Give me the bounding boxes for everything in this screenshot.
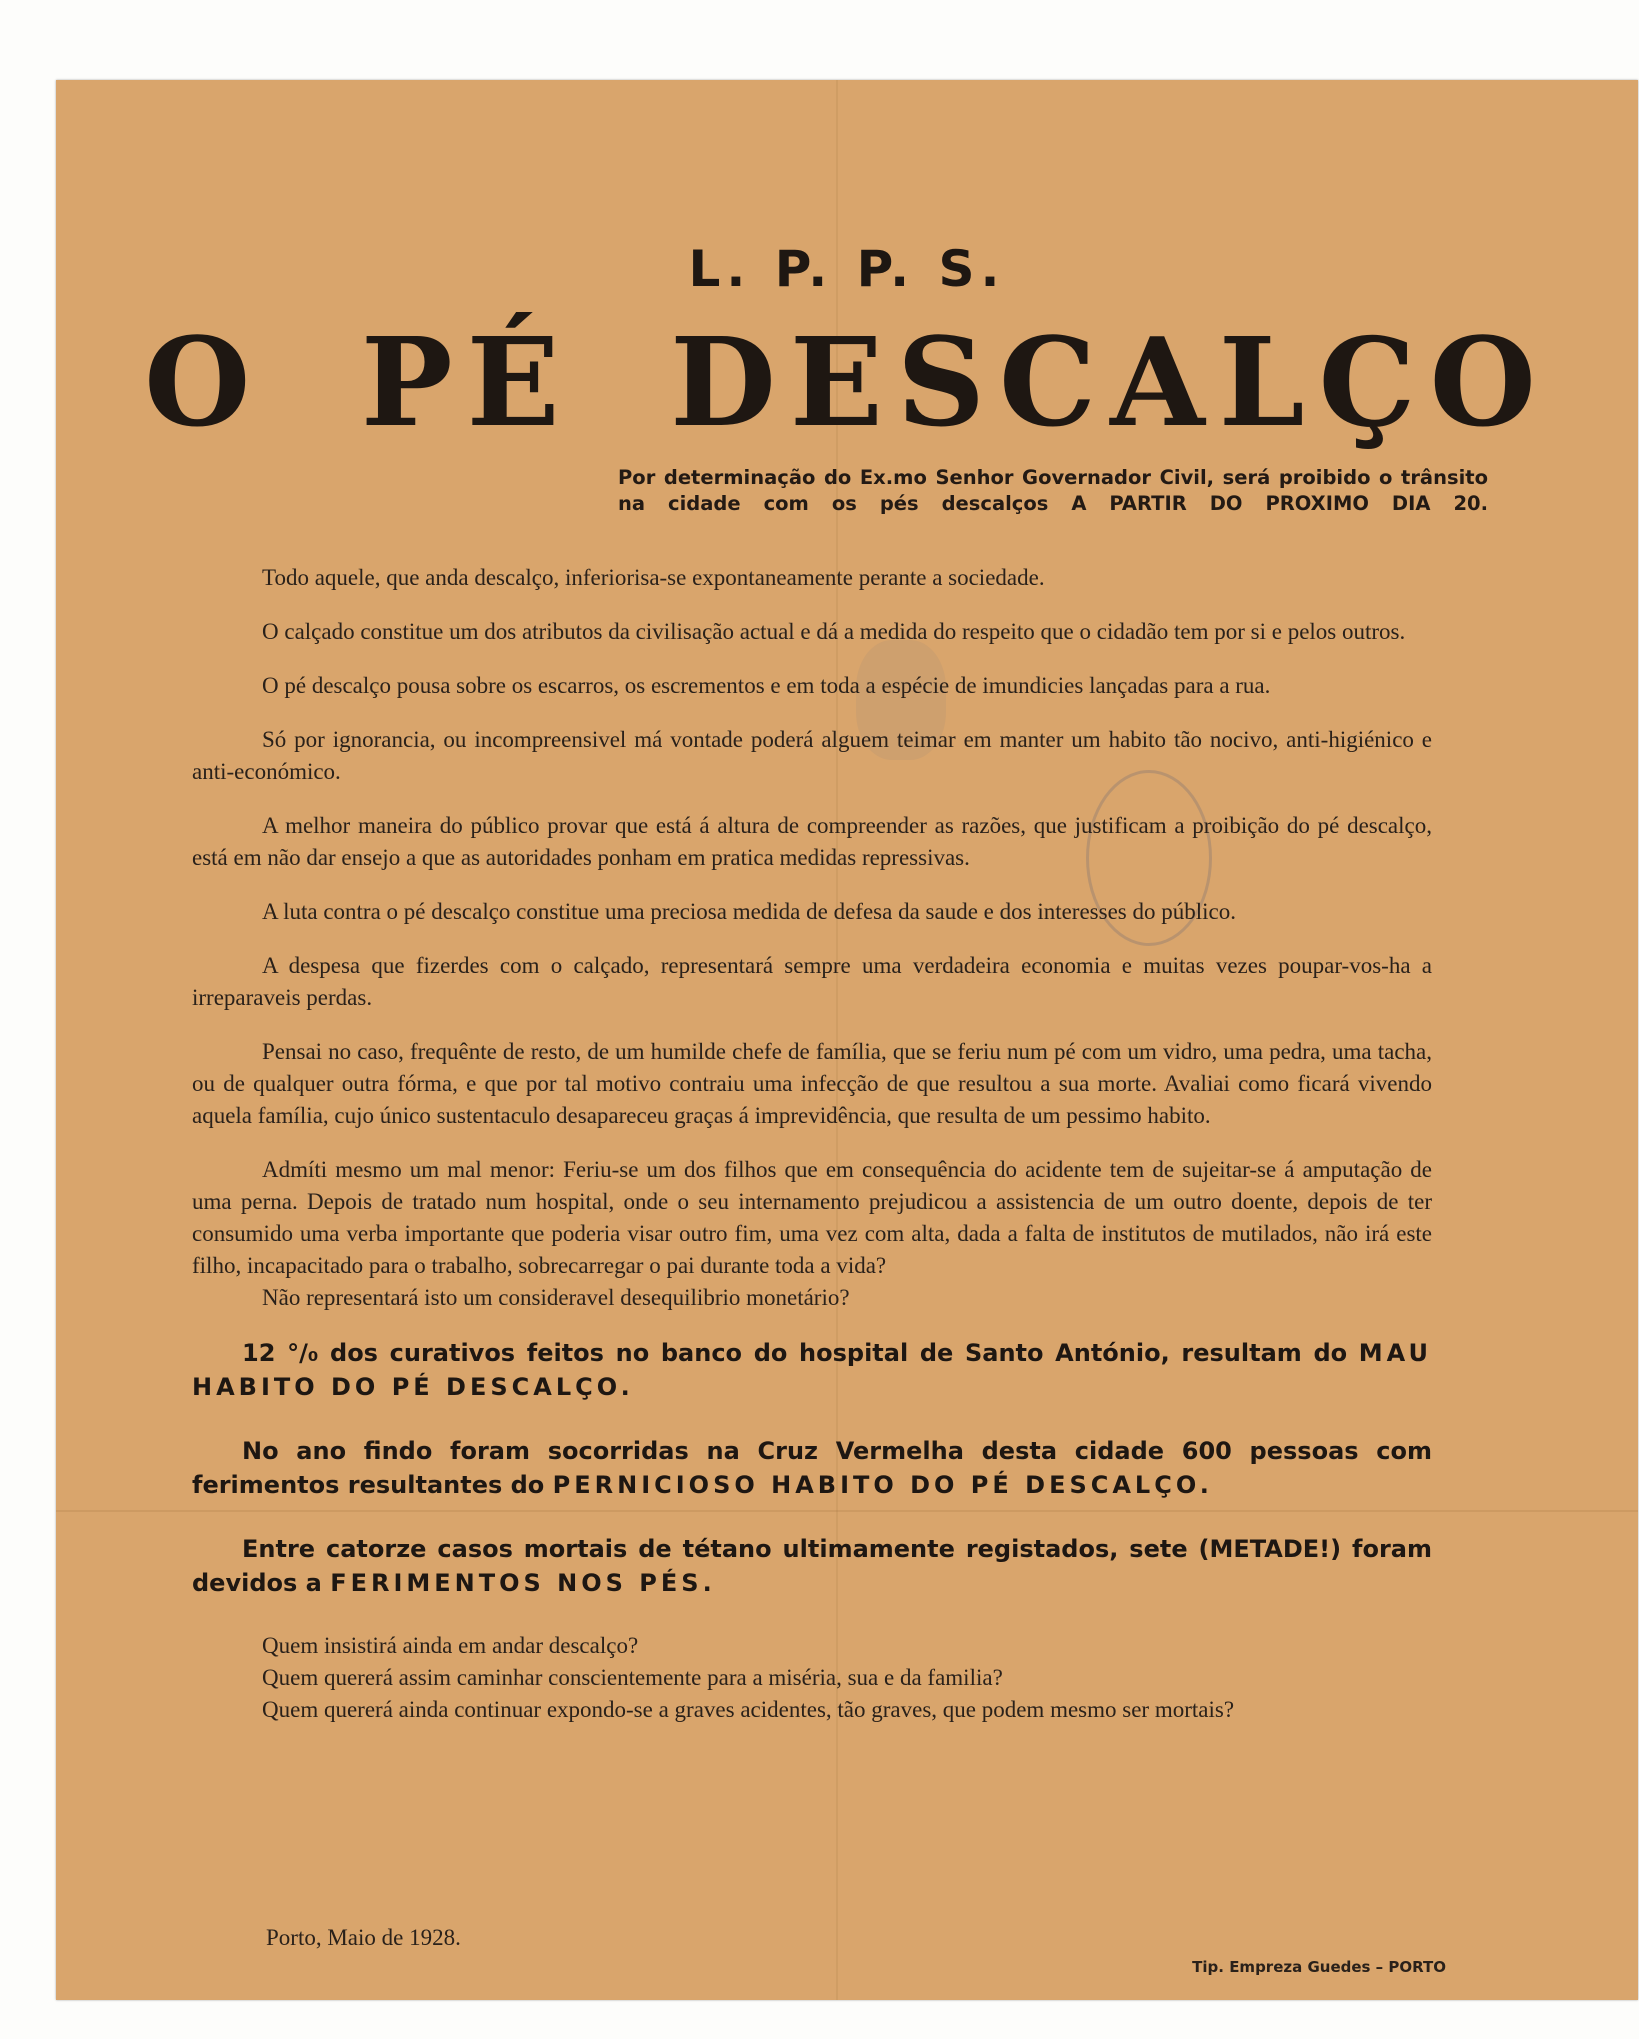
- statistic-tetanus: [192, 1532, 1432, 1600]
- paragraph: Só por ignorancia, ou incompreensivel má vontade poderá alguem teimar em manter um habito tão nocivo, anti-higiénico e anti-económico.: [192, 727, 1432, 784]
- statistic-emphasis: MAU HABITO DO PÉ DESCALÇO.: [192, 1339, 1432, 1401]
- paragraph: Todo aquele, que anda descalço, inferiorisa-se expontaneamente perante a sociedade.: [262, 565, 1045, 590]
- question-line: Quem quererá assim caminhar conscientemente para a miséria, sua e da familia?: [262, 1665, 1003, 1690]
- paragraph: Pensai no caso, frequênte de resto, de um humilde chefe de família, que se feriu num pé com um vidro, uma pedra, uma tacha, ou de qualquer outra fórma, e que por tal motivo contraiu uma infecção de que resultou a sua morte. Avaliai como ficará vivendo aquela família, cujo único sustentaculo desapareceu graças á imprevidência, que resulta de um pessimo habito.: [192, 1039, 1432, 1128]
- org-acronym: L. P. P. S.: [688, 240, 1006, 298]
- statistic-text: No ano findo foram socorridas na Cruz Vermelha desta cidade 600 pessoas com ferimentos resultantes do: [192, 1437, 1432, 1499]
- poster-title: O PÉ DESCALÇO: [144, 310, 1550, 454]
- statistic-red-cross: [192, 1434, 1432, 1502]
- paragraph: A despesa que fizerdes com o calçado, representará sempre uma verdadeira economia e muitas vezes poupar-vos-ha a irreparaveis perdas.: [192, 953, 1432, 1010]
- printer-credit: Tip. Empreza Guedes – PORTO: [1192, 1958, 1446, 1976]
- poster-body: [192, 562, 1432, 1726]
- paragraph: O calçado constitue um dos atributos da civilisação actual e dá a medida do respeito que o cidadão tem por si e pelos outros.: [262, 619, 1406, 644]
- statistic-hospital: [192, 1336, 1432, 1404]
- paragraph: O pé descalço pousa sobre os escarros, os escrementos e em toda a espécie de imundicies lançadas para a rua.: [262, 673, 1271, 698]
- question-line: Quem insistirá ainda em andar descalço?: [262, 1633, 639, 1658]
- decree-notice: Por determinação do Ex.mo Senhor Governador Civil, será proibido o trânsito na cidade com os pés descalços A PARTIR DO PROXIMO DIA 20.: [618, 466, 1488, 515]
- statistic-emphasis: FERIMENTOS NOS PÉS.: [330, 1569, 716, 1597]
- statistic-text: 12 °/₀ dos curativos feitos no banco do hospital de Santo António, resultam do: [242, 1339, 1359, 1367]
- paragraph: A melhor maneira do público provar que está á altura de compreender as razões, que justificam a proibição do pé descalço, está em não dar ensejo a que as autoridades ponham em pratica medidas repressivas.: [192, 813, 1432, 870]
- paragraph: A luta contra o pé descalço constitue uma preciosa medida de defesa da saude e dos interesses do público.: [262, 899, 1236, 924]
- date-line: Porto, Maio de 1928.: [266, 1925, 461, 1950]
- paragraph: Não representará isto um consideravel desequilibrio monetário?: [262, 1285, 850, 1310]
- questions-block: [192, 1630, 1432, 1726]
- paragraph: Admíti mesmo um mal menor: Feriu-se um dos filhos que em consequência do acidente tem de sujeitar-se á amputação de uma perna. Depois de tratado num hospital, onde o seu internamento prejudicou a assistencia de um outro doente, depois de ter consumido uma verba importante que poderia visar outro fim, uma vez com alta, dada a falta de institutos de mutilados, não irá este filho, incapacitado para o trabalho, sobrecarregar o pai durante toda a vida?: [192, 1157, 1432, 1278]
- statistic-text: Entre catorze casos mortais de tétano ultimamente registados, sete (METADE!) foram devidos a: [192, 1535, 1432, 1597]
- statistic-emphasis: PERNICIOSO HABITO DO PÉ DESCALÇO.: [552, 1471, 1213, 1499]
- poster-sheet: [56, 80, 1638, 2000]
- question-line: Quem quererá ainda continuar expondo-se a graves acidentes, tão graves, que podem mesmo ser mortais?: [262, 1697, 1235, 1722]
